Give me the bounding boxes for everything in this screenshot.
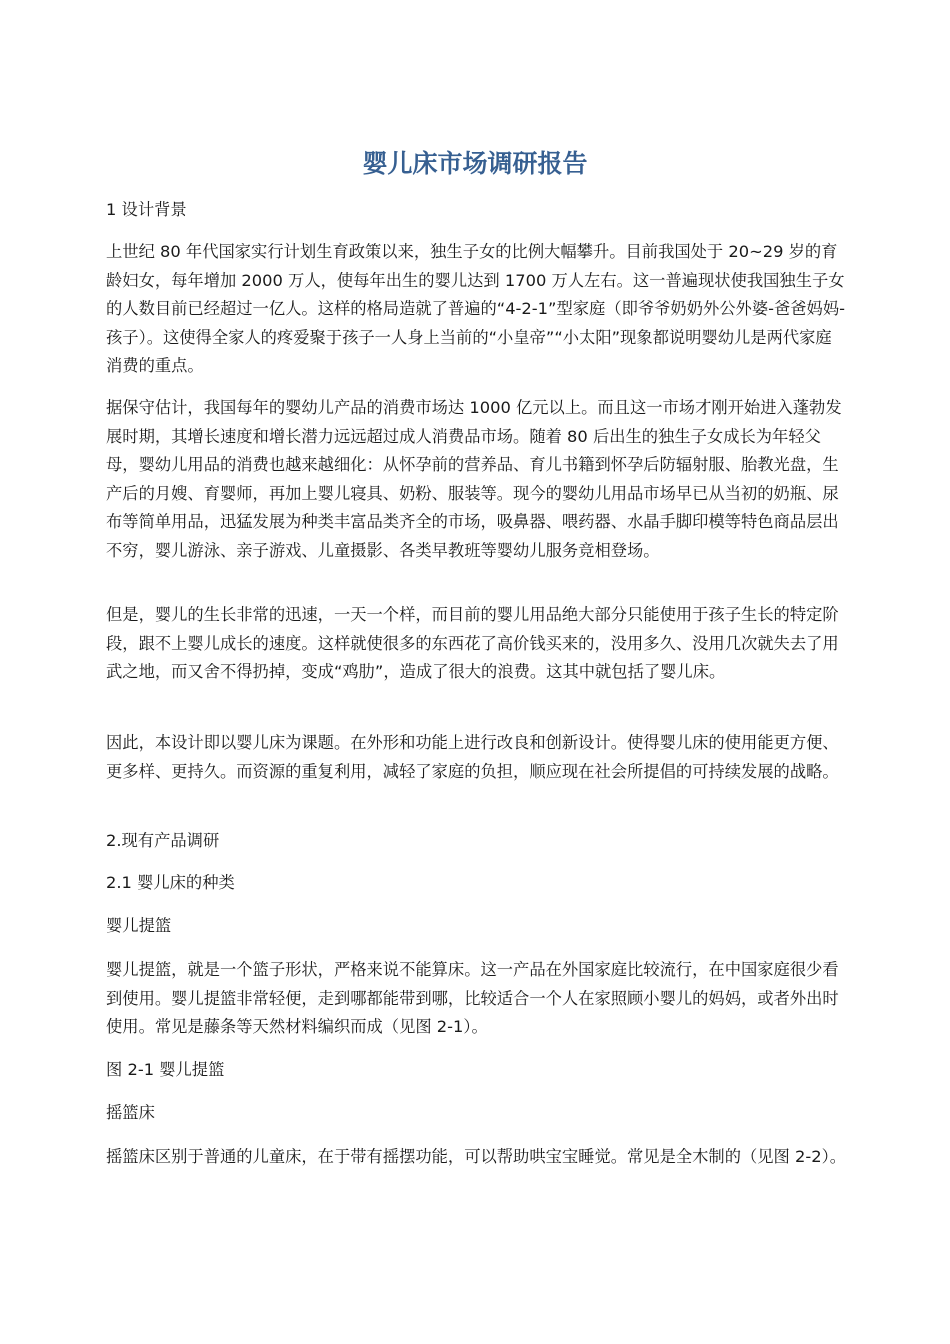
section-2-heading: 2.现有产品调研 — [106, 831, 220, 850]
section-1-paragraph-1: 上世纪 80 年代国家实行计划生育政策以来，独生子女的比例大幅攀升。目前我国处于 20~29 岁的育龄妇女，每年增加 2000 万人，使每年出生的婴儿达到 1700 万人左右。这一普遍现状使我国独生子女的人数目前已经超过一亿人。这样的格局造就了普遍的“4-2-1”型家庭（即爷爷奶奶外公外婆-爸爸妈妈-孩子）。这使得全家人的疼爱聚于孩子一人身上当前的“小皇帝”“小太阳”现象都说明婴幼儿是两代家庭消费的重点。 — [106, 242, 845, 375]
type-2-paragraph: 摇篮床区别于普通的儿童床，在于带有摇摆功能，可以帮助哄宝宝睡觉。常见是全木制的（见图 2-2）。 — [106, 1147, 847, 1166]
section-1-heading: 1 设计背景 — [106, 200, 187, 219]
type-1-heading: 婴儿提篮 — [106, 916, 172, 935]
type-1-paragraph: 婴儿提篮，就是一个篮子形状，严格来说不能算床。这一产品在外国家庭比较流行，在中国家庭很少看到使用。婴儿提篮非常轻便，走到哪都能带到哪，比较适合一个人在家照顾小婴儿的妈妈，或者外出时使用。常见是藤条等天然材料编织而成（见图 2-1）。 — [106, 960, 839, 1036]
figure-caption: 图 2-1 婴儿提篮 — [106, 1060, 225, 1079]
document-title: 婴儿床市场调研报告 — [362, 149, 588, 178]
section-1-paragraph-2: 据保守估计，我国每年的婴幼儿产品的消费市场达 1000 亿元以上。而且这一市场才刚开始进入蓬勃发展时期，其增长速度和增长潜力远远超过成人消费品市场。随着 80 后出生的独生子女成长为年轻父母，婴幼儿用品的消费也越来越细化：从怀孕前的营养品、育儿书籍到怀孕后防辐射服、胎教光盘，生产后的月嫂、育婴师，再加上婴儿寝具、奶粉、服装等。现今的婴幼儿用品市场早已从当初的奶瓶、尿布等简单用品，迅猛发展为种类丰富品类齐全的市场，吸鼻器、喂药器、水晶手脚印模等特色商品层出不穷，婴儿游泳、亲子游戏、儿童摄影、各类早教班等婴幼儿服务竞相登场。 — [106, 398, 842, 560]
section-1-paragraph-3: 但是，婴儿的生长非常的迅速，一天一个样，而目前的婴儿用品绝大部分只能使用于孩子生长的特定阶段，跟不上婴儿成长的速度。这样就使很多的东西花了高价钱买来的，没用多久、没用几次就失去了用武之地，而又舍不得扔掉，变成“鸡肋”，造成了很大的浪费。这其中就包括了婴儿床。 — [106, 605, 839, 681]
section-2-1-heading: 2.1 婴儿床的种类 — [106, 873, 235, 892]
section-1-paragraph-4: 因此，本设计即以婴儿床为课题。在外形和功能上进行改良和创新设计。使得婴儿床的使用能更方便、更多样、更持久。而资源的重复利用，减轻了家庭的负担，顺应现在社会所提倡的可持续发展的战略。 — [106, 733, 839, 781]
type-2-heading: 摇篮床 — [106, 1103, 155, 1122]
